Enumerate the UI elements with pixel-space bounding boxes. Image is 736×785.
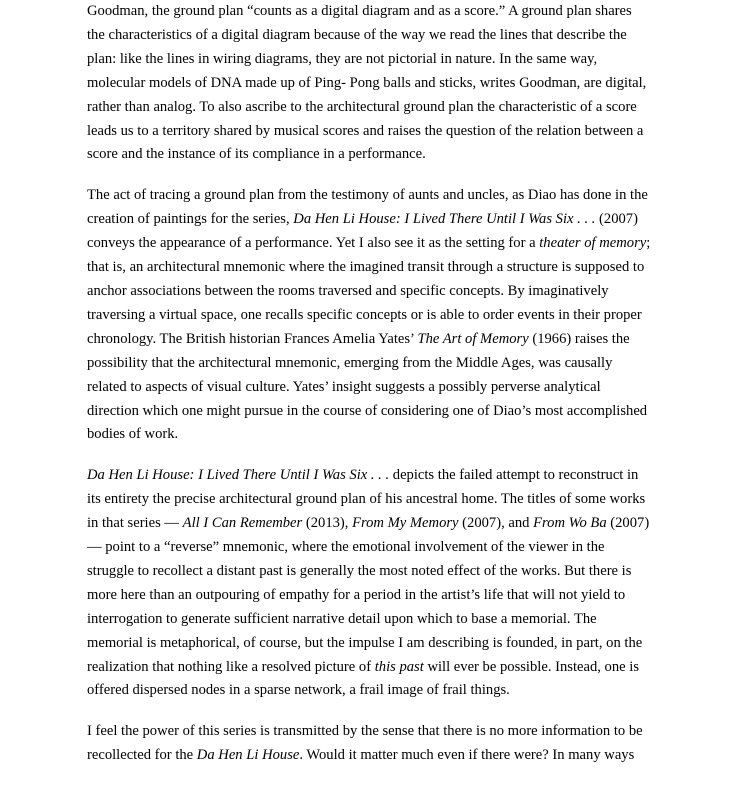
paragraph-power-of-series <box>87 720 652 768</box>
italic-text-run: All I Can Remember <box>182 515 303 532</box>
text-run: (2013), <box>302 515 353 532</box>
text-run: Goodman, the ground plan “counts as a digital diagram and as a score.” A ground plan shares the characteristics of a digital diagram because of the way we read the lines that describe the plan: like the lines in wiring diagrams, they are not pictorial in nature. In the same way, molecular models of DNA made up of Ping- Pong balls and sticks, writes Goodman, are digital, rather than analog. To also ascribe to the architectural ground plan the characteristic of a score leads us to a territory shared by musical scores and raises the question of the relation between a score and the instance of its compliance in a performance. <box>87 3 647 163</box>
italic-text-run: Da Hen Li House: I Lived There Until I Was Six . . . <box>87 467 390 484</box>
italic-text-run: From Wo Ba <box>533 515 607 532</box>
text-run: The act of tracing a ground plan from the testimony of aunts and uncles, as Diao has done in the creation of paintings for the series, <box>87 187 648 228</box>
text-run: I feel the power of this series is transmitted by the sense that there is no more information to be recollected for the <box>87 723 643 764</box>
document-body <box>87 0 652 785</box>
paragraph-theater-of-memory <box>87 184 652 447</box>
paragraph-goodman-ground-plan <box>87 0 652 167</box>
text-run: ; that is, an architectural mnemonic where the imagined transit through a structure is supposed to anchor associations between the rooms traversed and specific concepts. By imaginatively traversing a virtual space, one recalls specific concepts or is able to order events in their proper chronology. The British historian Frances Amelia Yates’ <box>87 235 651 347</box>
text-run: (1966) raises the possibility that the architectural mnemonic, emerging from the Middle Ages, was causally related to aspects of visual culture. Yates’ insight suggests a possibly perverse analytical direction which one might pursue in the course of considering one of Diao’s most accomplished bodies of work. <box>87 330 648 443</box>
text-run: . Would it matter much even if there were? In many ways <box>299 747 635 764</box>
italic-text-run: this past <box>374 658 424 675</box>
italic-text-run: theater of memory <box>539 235 647 252</box>
italic-text-run: Da Hen Li House <box>196 747 300 764</box>
paragraph-reverse-mnemonic <box>87 464 652 703</box>
italic-text-run: The Art of Memory <box>417 330 529 347</box>
text-run: will ever be possible. Instead, one is offered dispersed nodes in a sparse network, a frail image of frail things. <box>87 658 640 699</box>
text-run: (2007) — point to a “reverse” mnemonic, where the emotional involvement of the viewer in the struggle to recollect a distant past is generally the most noted effect of the works. But there is more here than an outpouring of empathy for a period in the artist’s life that will not yield to interrogation to generate sufficient narrative detail upon which to base a memorial. The memorial is metaphorical, of course, but the impulse I am describing is founded, in part, on the realization that nothing like a resolved picture of <box>87 515 650 675</box>
text-run: (2007), and <box>458 515 534 532</box>
text-run: depicts the failed attempt to reconstruct in its entirety the precise architectural ground plan of his ancestral home. The titles of some works in that series — <box>87 467 646 532</box>
italic-text-run: Da Hen Li House: I Lived There Until I Was Six . . . <box>293 211 596 228</box>
text-run: (2007) conveys the appearance of a performance. Yet I also see it as the setting for a <box>87 211 638 252</box>
italic-text-run: From My Memory <box>352 515 459 532</box>
